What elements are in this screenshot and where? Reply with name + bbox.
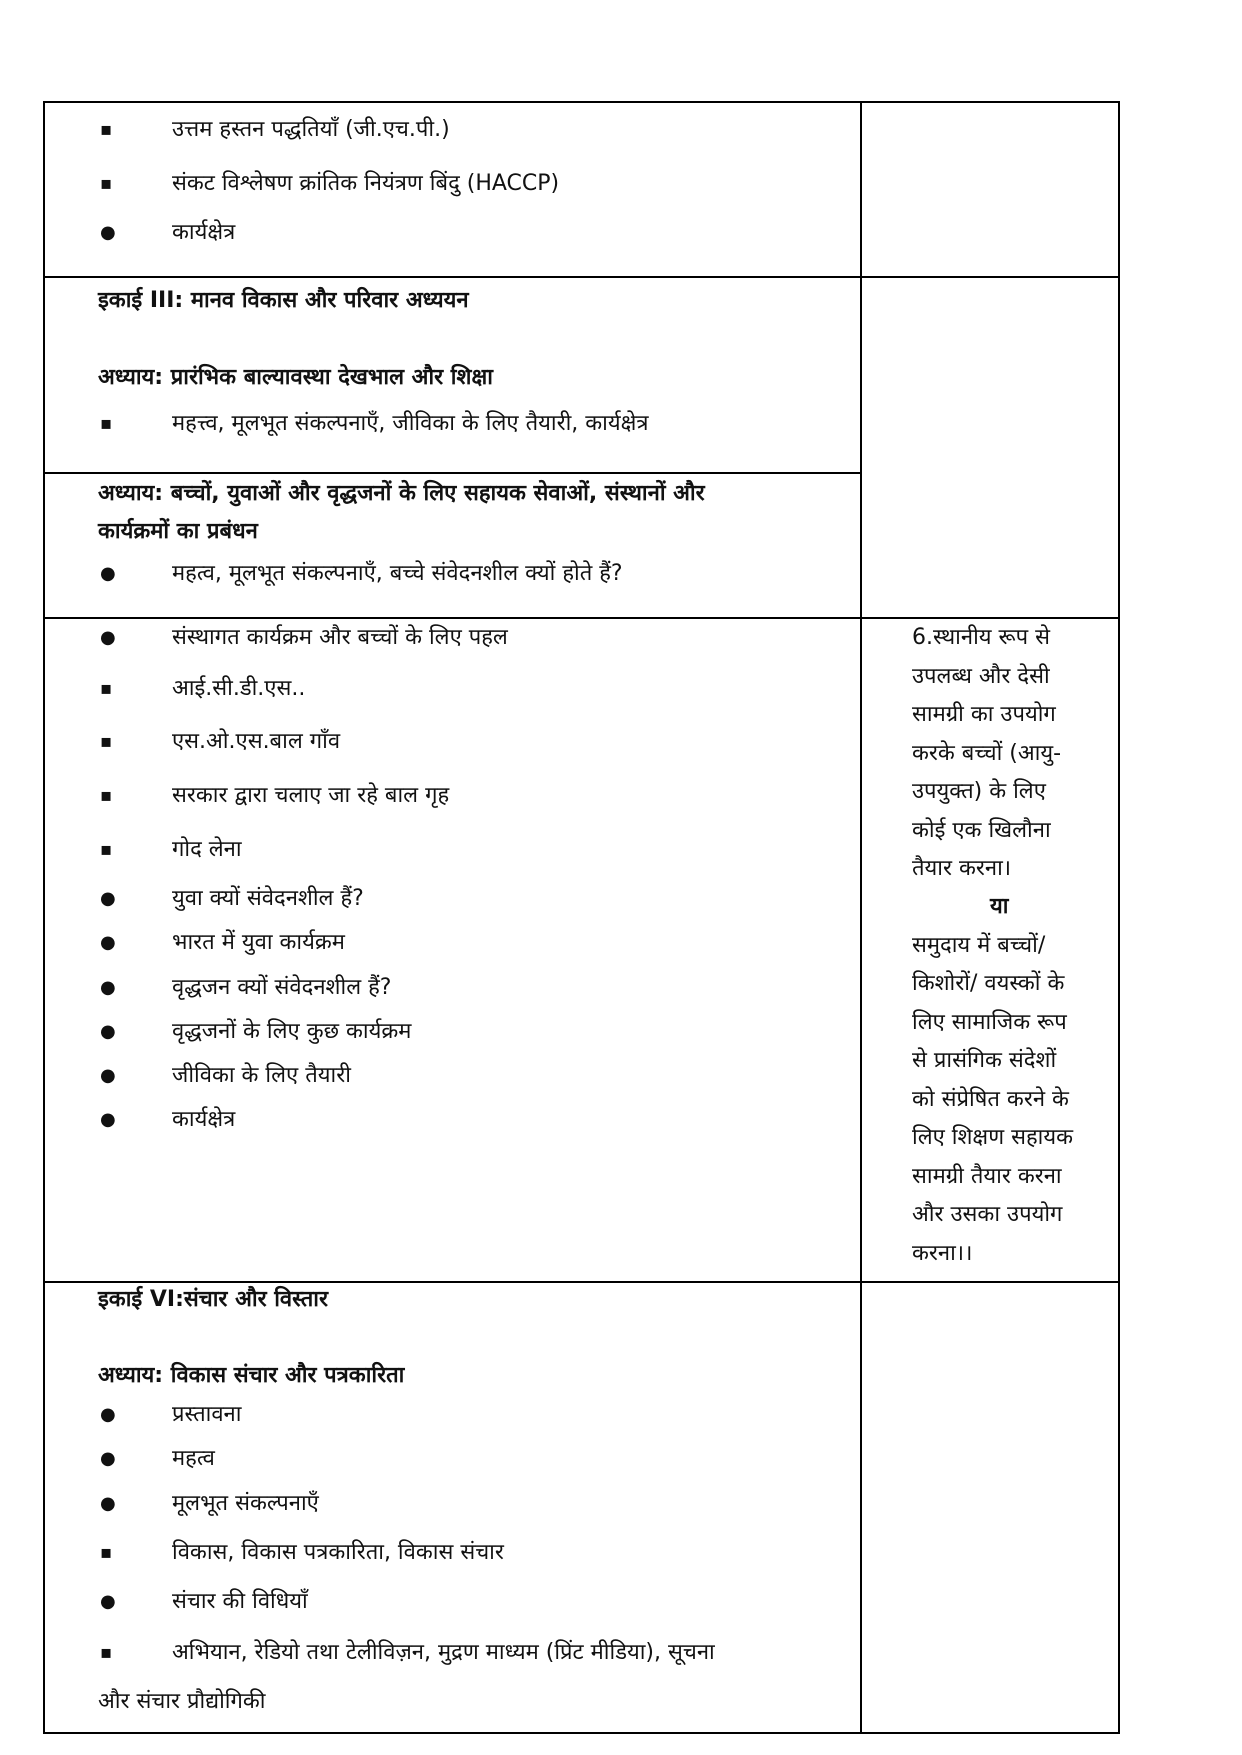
bullet-marker: ● (100, 1591, 116, 1612)
bullet-marker: ▪ (100, 173, 113, 194)
table-border-top (43, 101, 1120, 103)
unit-title: इकाई III: मानव विकास और परिवार अध्ययन (98, 288, 469, 313)
bullet-marker: ● (100, 1404, 116, 1425)
practical-line: उपलब्ध और देसी (912, 664, 1050, 689)
list-item-text: उत्तम हस्तन पद्धतियाँ (जी.एच.पी.) (172, 117, 450, 142)
practical-line: उपयुक्त) के लिए (912, 779, 1046, 804)
practical-line: तैयार करना। (912, 856, 1012, 881)
bullet-marker: ● (100, 563, 116, 584)
table-border-row2 (43, 617, 1120, 619)
bullet-marker: ▪ (100, 678, 113, 699)
practical-line: किशोरों/ वयस्कों के (912, 971, 1065, 996)
practical-line: करके बच्चों (आयु- (912, 741, 1062, 766)
table-border-subrow (43, 472, 861, 474)
bullet-marker: ● (100, 1065, 116, 1086)
practical-line: 6.स्थानीय रूप से (912, 625, 1050, 650)
bullet-marker: ● (100, 627, 116, 648)
bullet-marker: ▪ (100, 1642, 113, 1663)
practical-line: लिए शिक्षण सहायक (912, 1125, 1074, 1150)
bullet-marker: ▪ (100, 785, 113, 806)
table-border-middle (860, 101, 862, 1734)
bullet-marker: ● (100, 1448, 116, 1469)
bullet-marker: ● (100, 222, 116, 243)
bullet-marker: ▪ (100, 731, 113, 752)
list-item-text: प्रस्तावना (172, 1402, 242, 1427)
chapter-title-continued: कार्यक्रमों का प्रबंधन (98, 519, 258, 544)
list-item-text: विकास, विकास पत्रकारिता, विकास संचार (172, 1540, 504, 1565)
bullet-marker: ● (100, 1021, 116, 1042)
list-item-text: अभियान, रेडियो तथा टेलीविज़न, मुद्रण माध्यम (प्रिंट मीडिया), सूचना (172, 1640, 715, 1665)
practical-line: समुदाय में बच्चों/ (912, 933, 1046, 958)
bullet-marker: ▪ (100, 119, 113, 140)
list-item-text: युवा क्यों संवेदनशील हैं? (172, 886, 364, 911)
bullet-marker: ● (100, 977, 116, 998)
list-item-text: आई.सी.डी.एस.. (172, 676, 306, 701)
bullet-marker: ● (100, 1493, 116, 1514)
list-item-text: एस.ओ.एस.बाल गाँव (172, 729, 341, 754)
list-item-text: संस्थागत कार्यक्रम और बच्चों के लिए पहल (172, 625, 508, 650)
bullet-marker: ▪ (100, 413, 113, 434)
list-item-text: मूलभूत संकल्पनाएँ (172, 1491, 319, 1516)
list-item-text: महत्त्व, मूलभूत संकल्पनाएँ, जीविका के लिए तैयारी, कार्यक्षेत्र (172, 411, 649, 436)
bullet-marker: ● (100, 888, 116, 909)
list-item-text: वृद्धजनों के लिए कुछ कार्यक्रम (172, 1019, 412, 1044)
bullet-marker: ▪ (100, 1542, 113, 1563)
practical-line: को संप्रेषित करने के (912, 1087, 1069, 1112)
chapter-title: अध्याय: प्रारंभिक बाल्यावस्था देखभाल और शिक्षा (98, 365, 493, 390)
list-item-text: महत्व (172, 1446, 215, 1471)
list-item-text: सरकार द्वारा चलाए जा रहे बाल गृह (172, 783, 450, 808)
list-item-text: संचार की विधियाँ (172, 1589, 308, 1614)
list-item-text: जीविका के लिए तैयारी (172, 1063, 351, 1088)
list-item-text: महत्व, मूलभूत संकल्पनाएँ, बच्चे संवेदनशील क्यों होते हैं? (172, 561, 623, 586)
practical-line: और उसका उपयोग (912, 1202, 1063, 1227)
list-item-text: गोद लेना (172, 837, 242, 862)
list-item-text: कार्यक्षेत्र (172, 1107, 236, 1132)
table-border-left (43, 101, 45, 1734)
bullet-marker: ● (100, 1109, 116, 1130)
list-item-text: संकट विश्लेषण क्रांतिक नियंत्रण बिंदु (HACCP) (172, 171, 560, 196)
practical-line: सामग्री तैयार करना (912, 1164, 1062, 1189)
bullet-marker: ▪ (100, 839, 113, 860)
practical-line: लिए सामाजिक रूप (912, 1010, 1067, 1035)
chapter-title: अध्याय: बच्चों, युवाओं और वृद्धजनों के लिए सहायक सेवाओं, संस्थानों और (98, 481, 705, 506)
chapter-title: अध्याय: विकास संचार और पत्रकारिता (98, 1363, 405, 1388)
practical-line: सामग्री का उपयोग (912, 702, 1056, 727)
list-item-text: कार्यक्षेत्र (172, 220, 236, 245)
table-border-bottom (43, 1732, 1120, 1734)
table-border-row1 (43, 276, 1120, 278)
practical-line: से प्रासंगिक संदेशों (912, 1048, 1057, 1073)
unit-title: इकाई VI:संचार और विस्तार (98, 1287, 328, 1312)
bullet-marker: ● (100, 932, 116, 953)
list-item-continuation: और संचार प्रौद्योगिकी (98, 1689, 266, 1714)
list-item-text: वृद्धजन क्यों संवेदनशील हैं? (172, 975, 392, 1000)
table-border-right (1118, 101, 1120, 1734)
list-item-text: भारत में युवा कार्यक्रम (172, 930, 345, 955)
table-border-row3 (43, 1281, 1120, 1283)
or-label: या (990, 894, 1009, 919)
practical-line: करना।। (912, 1241, 973, 1266)
practical-line: कोई एक खिलौना (912, 818, 1051, 843)
